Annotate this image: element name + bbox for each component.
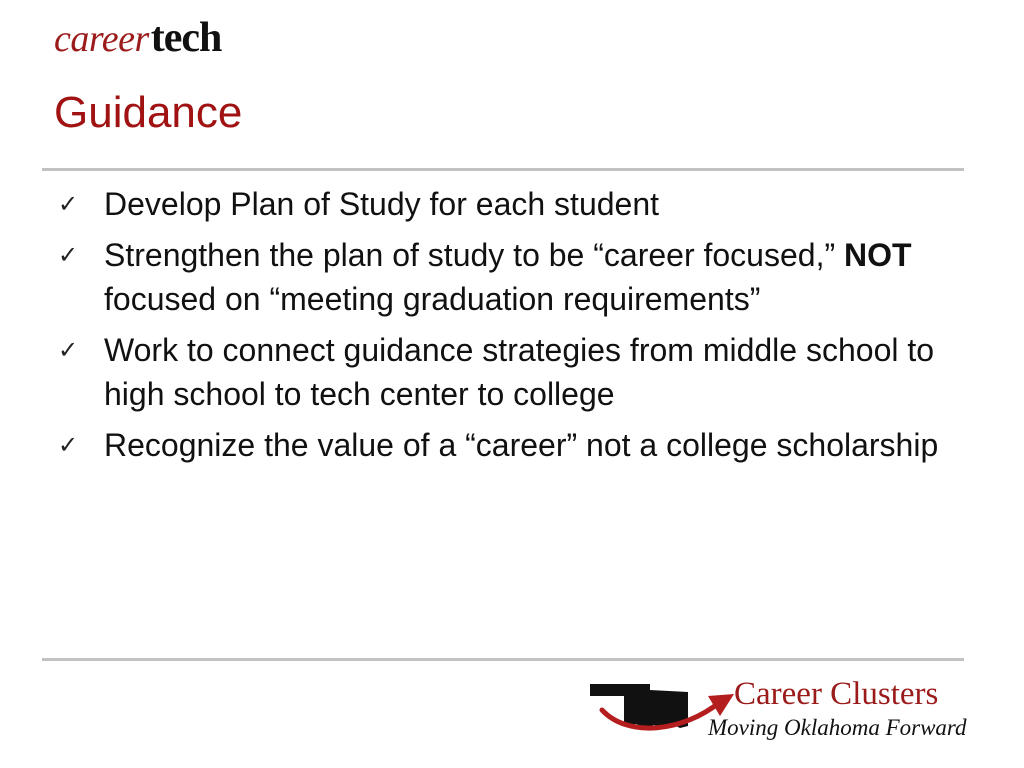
logo-career-text: career: [54, 18, 149, 60]
top-divider: [42, 168, 964, 171]
careertech-logo: [54, 14, 221, 60]
bullet-text: Recognize the value of a “career” not a college scholarship: [104, 427, 939, 463]
footer-title: Career Clusters: [734, 676, 939, 712]
bottom-divider: [42, 658, 964, 661]
bullet-text: Work to connect guidance strategies from middle school to high school to tech center to college: [104, 332, 935, 412]
check-icon: ✓: [58, 241, 79, 269]
emphasis-not: NOT: [844, 237, 912, 273]
bullet-item: [58, 423, 958, 467]
bullet-list: [58, 182, 958, 474]
bullet-text: Strengthen the plan of study to be “career focused,” NOT focused on “meeting graduation requirements”: [104, 237, 912, 317]
check-icon: ✓: [58, 431, 79, 459]
logo-tech-text: tech: [150, 15, 222, 61]
slide-title: Guidance: [54, 88, 243, 137]
check-icon: ✓: [58, 190, 79, 218]
bullet-item: [58, 233, 958, 321]
career-clusters-logo: [588, 676, 988, 746]
check-icon: ✓: [58, 336, 79, 364]
bullet-item: [58, 182, 958, 226]
footer-tagline: Moving Oklahoma Forward: [708, 715, 967, 740]
bullet-item: [58, 328, 958, 416]
bullet-text: Develop Plan of Study for each student: [104, 186, 660, 222]
